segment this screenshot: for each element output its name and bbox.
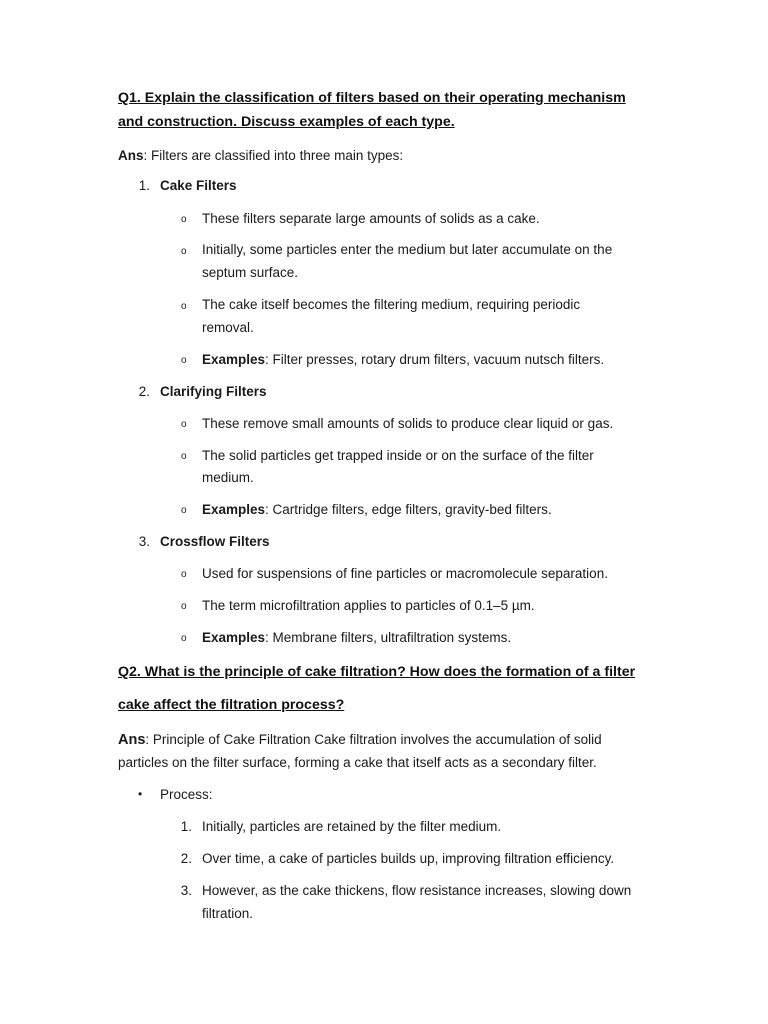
process-step: Initially, particles are retained by the filter medium. xyxy=(202,819,502,834)
q1-title-line1: Q1. Explain the classification of filters based on their operating mechanism xyxy=(118,90,626,106)
type-heading-clarifying-filters: Clarifying Filters xyxy=(160,384,267,399)
examples-label: Examples xyxy=(202,630,266,645)
q2-title-line1: Q2. What is the principle of cake filtration? How does the formation of a filter xyxy=(118,664,636,680)
list-item-continued: medium. xyxy=(202,470,254,485)
step-number: 3. xyxy=(180,883,192,898)
circle-bullet-icon: o xyxy=(181,301,187,312)
list-item-continued: septum surface. xyxy=(202,265,299,280)
q2-answer-line1 xyxy=(118,732,602,748)
circle-bullet-icon: o xyxy=(181,214,187,225)
examples-item xyxy=(202,502,552,517)
examples-text: : Filter presses, rotary drum filters, vacuum nutsch filters. xyxy=(265,352,605,367)
process-step: However, as the cake thickens, flow resistance increases, slowing down xyxy=(202,883,632,898)
list-item: Used for suspensions of fine particles or macromolecule separation. xyxy=(202,566,608,581)
circle-bullet-icon: o xyxy=(181,633,187,644)
type-heading-cake-filters: Cake Filters xyxy=(160,178,237,193)
ans-label: Ans xyxy=(118,148,144,163)
list-item: The term microfiltration applies to particles of 0.1–5 µm. xyxy=(202,598,535,613)
examples-label: Examples xyxy=(202,352,266,367)
q1-answer-intro xyxy=(118,148,403,163)
ans-text: : Filters are classified into three main types: xyxy=(143,148,404,163)
circle-bullet-icon: o xyxy=(181,246,187,257)
list-item: These filters separate large amounts of solids as a cake. xyxy=(202,211,540,226)
process-label: Process: xyxy=(160,787,213,802)
process-step: Over time, a cake of particles builds up, improving filtration efficiency. xyxy=(202,851,615,866)
circle-bullet-icon: o xyxy=(181,505,187,516)
list-item: The solid particles get trapped inside or on the surface of the filter xyxy=(202,448,594,463)
circle-bullet-icon: o xyxy=(181,601,187,612)
q1-title-line2: and construction. Discuss examples of each type. xyxy=(118,114,455,130)
list-number: 2. xyxy=(138,384,150,399)
q2-answer-line2: particles on the filter surface, forming a cake that itself acts as a secondary filter. xyxy=(118,755,597,770)
q2-title-line2: cake affect the filtration process? xyxy=(118,697,345,713)
list-number: 3. xyxy=(138,534,150,549)
step-number: 1. xyxy=(180,819,192,834)
circle-bullet-icon: o xyxy=(181,569,187,580)
list-number: 1. xyxy=(138,178,150,193)
examples-label: Examples xyxy=(202,502,266,517)
circle-bullet-icon: o xyxy=(181,419,187,430)
examples-item xyxy=(202,352,604,367)
type-heading-crossflow-filters: Crossflow Filters xyxy=(160,534,270,549)
step-number: 2. xyxy=(180,851,192,866)
list-item-continued: removal. xyxy=(202,320,254,335)
examples-item xyxy=(202,630,511,645)
process-step-continued: filtration. xyxy=(202,906,254,921)
circle-bullet-icon: o xyxy=(181,355,187,366)
circle-bullet-icon: o xyxy=(181,451,187,462)
examples-text: : Cartridge filters, edge filters, gravity-bed filters. xyxy=(265,502,552,517)
list-item: These remove small amounts of solids to produce clear liquid or gas. xyxy=(202,416,614,431)
ans-text: : Principle of Cake Filtration Cake filtration involves the accumulation of solid xyxy=(145,732,602,747)
examples-text: : Membrane filters, ultrafiltration systems. xyxy=(265,630,512,645)
ans-label: Ans xyxy=(118,732,146,748)
disc-bullet-icon: • xyxy=(138,787,143,801)
list-item: The cake itself becomes the filtering medium, requiring periodic xyxy=(202,297,581,312)
list-item: Initially, some particles enter the medium but later accumulate on the xyxy=(202,242,613,257)
